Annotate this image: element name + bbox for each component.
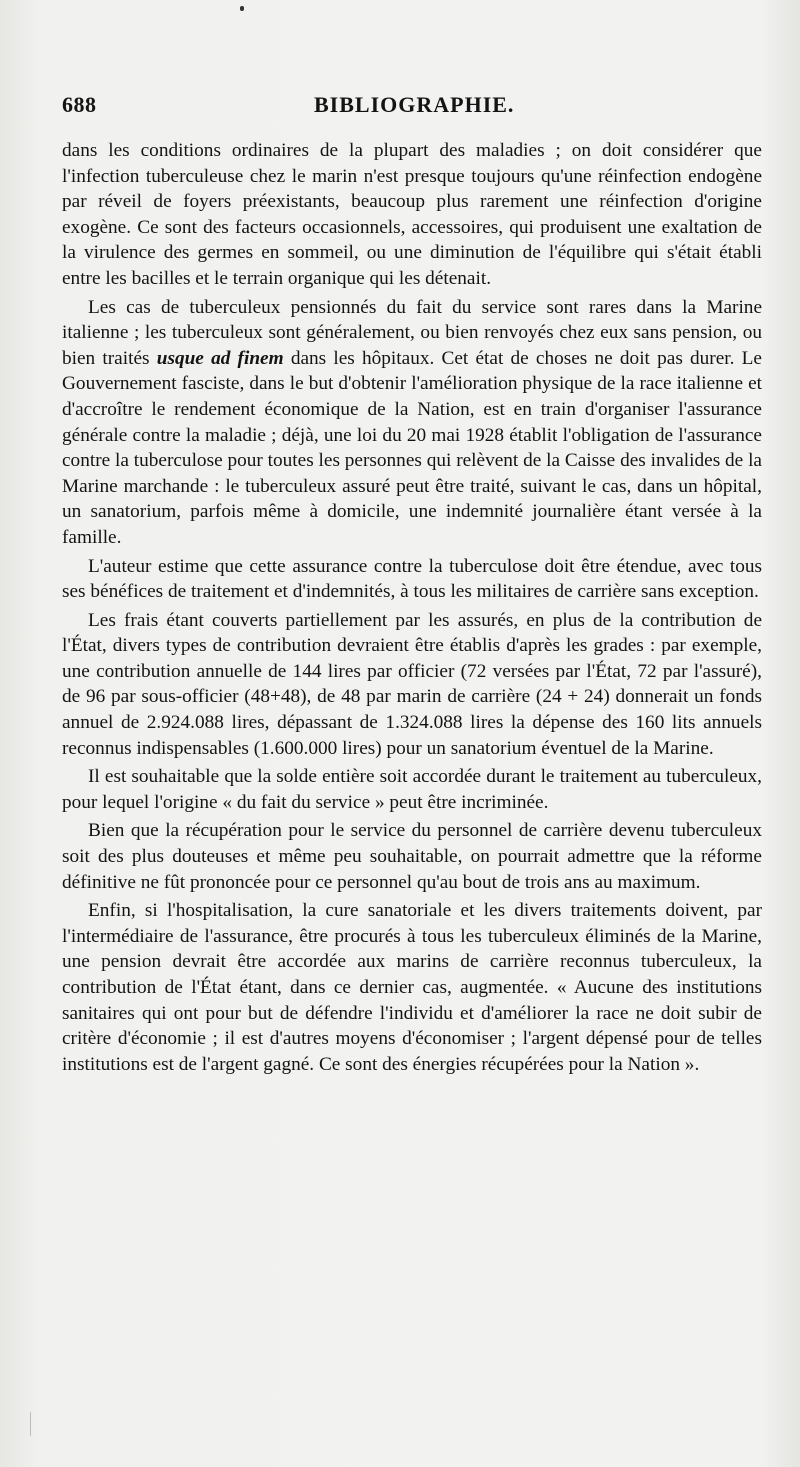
running-head: BIBLIOGRAPHIE. bbox=[314, 92, 515, 117]
paragraph-6: Bien que la récupération pour le service du personnel de carrière devenu tuberculeux soit des plus douteuses et même peu souhaitable, on pourrait admettre que la réforme définitive ne fût prononcée pour ce personnel qu'au bout de trois ans au maximum. bbox=[62, 820, 762, 893]
ink-speck bbox=[240, 6, 244, 11]
paragraph-7: Enfin, si l'hospitalisation, la cure sanatoriale et les divers traitements doivent, par l'intermédiaire de l'assurance, être procurés à tous les tuberculeux éliminés de la Marine, une pension devrait être accordée aux marins de carrière reconnus tuberculeux, la contribution de l'État étant, dans ce dernier cas, augmentée. « Aucune des institutions sanitaires qui ont pour but de défendre l'individu et d'améliorer la race ne doit subir de critère d'économie ; il est d'autres moyens d'économiser ; l'argent dépensé pour de telles institutions est de l'argent gagné. Ce sont des énergies récupérées pour la Nation ». bbox=[62, 900, 762, 1075]
paragraph-2-text-b: dans les hôpitaux. Cet état de choses ne doit pas durer. Le Gouvernement fasciste, dans le but d'obtenir l'amélioration physique de la race italienne et d'accroître le rendement économique de la Nation, est en train d'organiser l'assurance générale contre la maladie ; déjà, une loi du 20 mai 1928 établit l'obligation de l'assurance contre la tuberculose pour toutes les personnes qui relèvent de la Caisse des invalides de la Marine marchande : le tuberculeux assuré peut être traité, suivant le cas, dans un hôpital, un sanatorium, parfois même à domicile, une indemnité journalière étant versée à la famille. bbox=[62, 347, 762, 548]
paragraph-4: Les frais étant couverts partiellement par les assurés, en plus de la contribution de l'État, divers types de contribution devraient être établis d'après les grades : par exemple, une contribution annuelle de 144 lires par officier (72 versées par l'État, 72 par l'assuré), de 96 par sous-officier (48+48), de 48 par marin de carrière (24 + 24) donnerait un fonds annuel de 2.924.088 lires, dépassant de 1.324.088 lires la dépense des 160 lits annuels reconnus indispensables (1.600.000 lires) pour un sanatorium éventuel de la Marine. bbox=[62, 609, 762, 759]
paragraph-1: dans les conditions ordinaires de la plupart des maladies ; on doit considérer que l'infection tuberculeuse chez le marin n'est presque toujours qu'une réinfection endogène par réveil de foyers préexistants, beaucoup plus rarement une réinfection d'origine exogène. Ce sont des facteurs occasionnels, accessoires, qui produisent une exaltation de la virulence des germes en sommeil, ou une diminution de l'équilibre qui s'était établi entre les bacilles et le terrain organique qui les détenait. bbox=[62, 140, 762, 289]
paragraph-2-text-a: Les cas de tuberculeux pensionnés du fait du service sont rares dans la Marine italienne ; les tuberculeux sont généralement, ou bien renvoyés chez eux sans pension, ou bien traités bbox=[62, 296, 762, 369]
body-text bbox=[62, 138, 762, 1080]
page-number: 688 bbox=[62, 92, 97, 117]
paragraph-5: Il est souhaitable que la solde entière soit accordée durant le traitement au tuberculeux, pour lequel l'origine « du fait du service » peut être incriminée. bbox=[62, 766, 762, 813]
latin-phrase: usque ad finem bbox=[156, 347, 284, 369]
paragraph-3: L'auteur estime que cette assurance contre la tuberculose doit être étendue, avec tous ses bénéfices de traitement et d'indemnités, à tous les militaires de carrière sans exception. bbox=[62, 555, 762, 603]
page-header bbox=[62, 92, 762, 122]
margin-mark bbox=[30, 1412, 31, 1436]
paragraph-2 bbox=[62, 295, 762, 551]
